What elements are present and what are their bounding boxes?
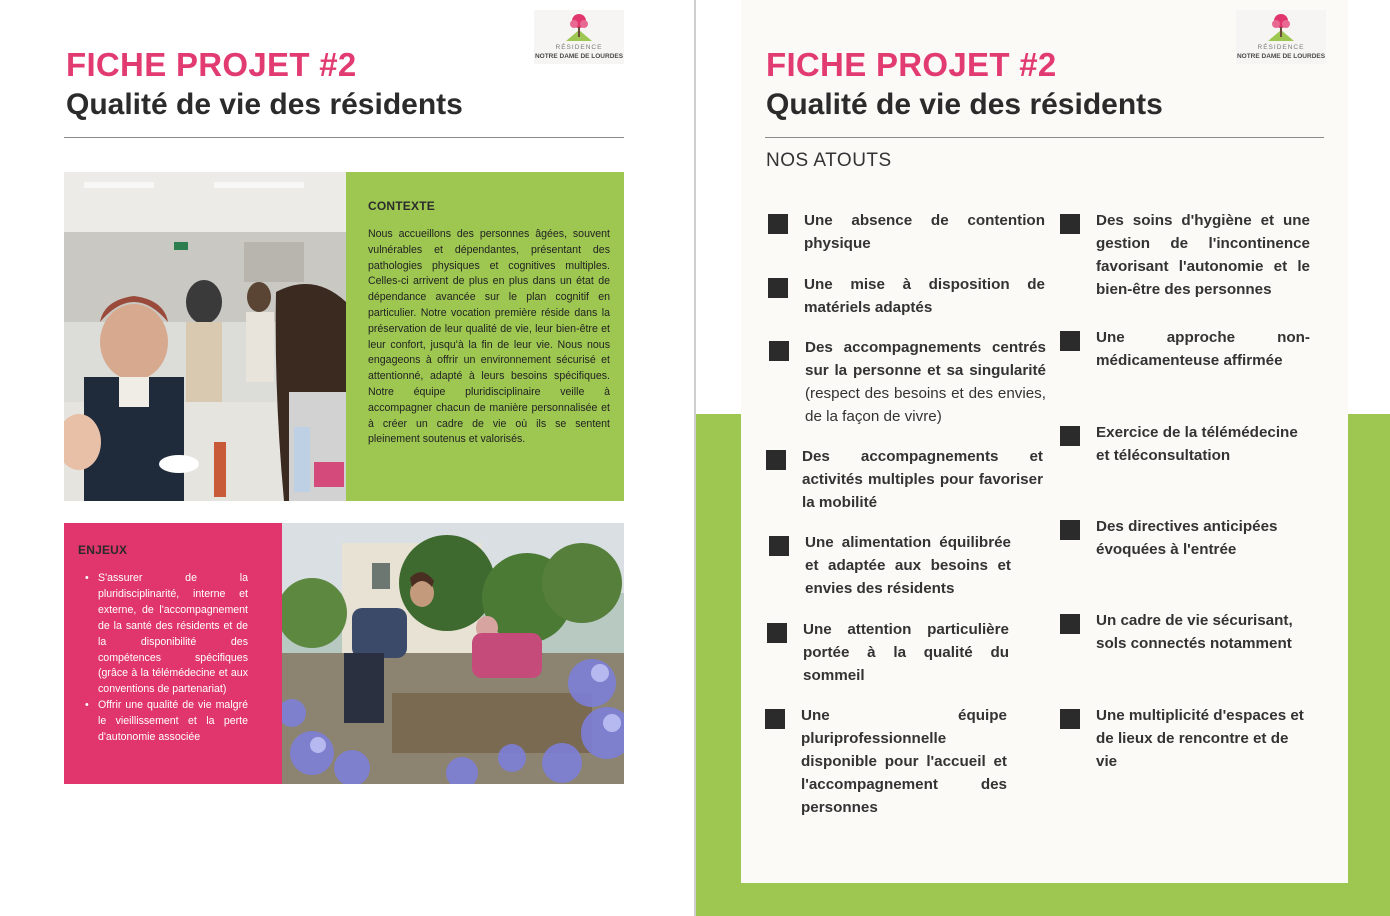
page-title: FICHE PROJET #2 (766, 46, 1057, 83)
bullet-square-icon (1060, 214, 1080, 234)
atout-item: Une équipe pluriprofessionnelle disponible pour l'accueil et l'accompagnement des personnes (765, 704, 1007, 819)
photo-residents-kitchen (64, 172, 346, 501)
page-subtitle: Qualité de vie des résidents (766, 88, 1163, 121)
atout-item: Un cadre de vie sécurisant, sols connectés notamment (1060, 609, 1310, 655)
tree-logo-icon (564, 12, 594, 42)
logo-text-residence: RÉSIDENCE (555, 44, 603, 51)
title-divider (64, 137, 624, 138)
contexte-heading: CONTEXTE (368, 199, 435, 213)
atout-item: Des accompagnements centrés sur la personne et sa singularité (respect des besoins et des envies, de la façon de vivre) (769, 336, 1046, 428)
title-divider (765, 137, 1324, 138)
photo-garden-activity (282, 523, 624, 784)
atout-item: Une approche non-médicamenteuse affirmée (1060, 326, 1310, 372)
atout-item: Des accompagnements et activités multiples pour favoriser la mobilité (766, 445, 1043, 514)
enjeux-item: • S'assurer de la pluridisciplinarité, interne et externe, de l'accompagnement de la santé des résidents et de la disponibilité des compétences spécifiques (grâce à la télémédecine et aux conventions de partenariat) (98, 571, 248, 698)
bullet-square-icon (769, 341, 789, 361)
contexte-section (346, 172, 624, 501)
page-subtitle: Qualité de vie des résidents (66, 88, 463, 121)
bullet-square-icon (768, 214, 788, 234)
bullet-square-icon (769, 536, 789, 556)
atout-item: Une attention particulière portée à la qualité du sommeil (767, 618, 1009, 687)
logo-text-name: NOTRE DAME DE LOURDES (534, 53, 624, 60)
bullet-square-icon (1060, 709, 1080, 729)
bullet-square-icon (765, 709, 785, 729)
bullet-square-icon (767, 623, 787, 643)
enjeux-heading: ENJEUX (78, 543, 128, 557)
bullet-square-icon (1060, 331, 1080, 351)
atout-item: Une alimentation équilibrée et adaptée aux besoins et envies des résidents (769, 531, 1011, 600)
atout-item: Des soins d'hygiène et une gestion de l'incontinence favorisant l'autonomie et le bien-être des personnes (1060, 209, 1310, 301)
contexte-text: Nous accueillons des personnes âgées, souvent vulnérables et dépendantes, présentant des pathologies physiques et cognitives multiples. Celles-ci arrivent de plus en plus dans un état de dépendance avancée sur le plan cognitif en particulier. Notre vocation première réside dans la préservation de leur qualité de vie, leur bien-être et leur confort, jusqu'à la fin de leur vie. Nous nous engageons à offrir un environnement sécurisé et attentionné, adapté à leurs besoins spécifiques. Notre équipe pluridisciplinaire veille à accompagner chacun de manière personnalisée et à créer un cadre de vie où ils se sentent pleinement soutenus et valorisés. (368, 228, 610, 446)
atout-item: Des directives anticipées évoquées à l'entrée (1060, 515, 1310, 561)
bullet-square-icon (1060, 614, 1080, 634)
logo-text-name: NOTRE DAME DE LOURDES (1236, 53, 1326, 60)
enjeux-section (64, 523, 282, 784)
bullet-square-icon (1060, 426, 1080, 446)
right-page (696, 0, 1390, 916)
enjeux-list (78, 571, 248, 746)
atouts-heading: NOS ATOUTS (766, 150, 892, 171)
atout-item: Exercice de la télémédecine et téléconsultation (1060, 421, 1310, 467)
tree-logo-icon (1266, 12, 1296, 42)
atout-item: Une multiplicité d'espaces et de lieux de rencontre et de vie (1060, 704, 1310, 773)
residence-logo (1236, 10, 1326, 64)
atout-item: Une mise à disposition de matériels adaptés (768, 273, 1045, 319)
logo-text-residence: RÉSIDENCE (1257, 44, 1305, 51)
residence-logo (534, 10, 624, 64)
left-page (0, 0, 694, 916)
atout-item: Une absence de contention physique (768, 209, 1045, 255)
page-title: FICHE PROJET #2 (66, 46, 357, 83)
bullet-square-icon (766, 450, 786, 470)
enjeux-item: • Offrir une qualité de vie malgré le vieillissement et la perte d'autonomie associée (98, 698, 248, 746)
bullet-square-icon (1060, 520, 1080, 540)
bullet-square-icon (768, 278, 788, 298)
